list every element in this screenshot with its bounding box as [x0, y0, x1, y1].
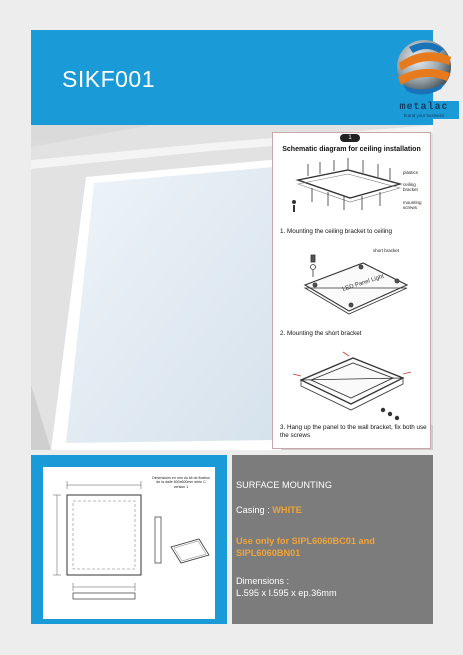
- header-banner: [31, 30, 449, 125]
- dimension-note: Dimensions en mm du kit de fixation de la dalle 600x600mm série C version 1: [152, 476, 210, 489]
- compatibility-note: Use only for SIPL6060BC01 and SIPL6060BN01: [236, 536, 375, 558]
- installation-schematic: [272, 132, 431, 449]
- label-short-bracket: short bracket: [373, 248, 400, 253]
- dimensions-label: Dimensions :: [236, 576, 290, 586]
- casing-value: WHITE: [272, 505, 302, 515]
- casing-label: Casing :: [236, 505, 273, 515]
- step-1-text: 1. Mounting the ceiling bracket to ceiling: [280, 228, 393, 235]
- product-title: SIKF001: [62, 66, 155, 92]
- label-ceiling-bracket: ceiling bracket: [403, 182, 418, 192]
- casing-line: [236, 505, 302, 517]
- label-plastics: plastics: [403, 170, 419, 175]
- step-badge: [340, 134, 360, 142]
- step-badge-number: 1: [348, 135, 352, 141]
- step-2-text: 2. Mounting the short bracket: [280, 330, 362, 337]
- technical-drawing: [43, 467, 215, 619]
- mounting-heading: SURFACE MOUNTING: [236, 480, 332, 490]
- step-3-text: 3. Hang up the panel to the wall bracket, fix both use the screws: [280, 424, 427, 439]
- label-mounting-screws: mounting screws: [403, 200, 422, 210]
- dimension-drawing: [43, 467, 215, 619]
- brand-tagline: brand your business: [403, 113, 445, 118]
- dimensions-value: L.595 x l.595 x ep.36mm: [236, 588, 337, 598]
- schematic-title: Schematic diagram for ceiling installation: [282, 146, 421, 153]
- short-bracket-diagram: [293, 245, 413, 325]
- led-panel-label: LED Panel Light: [341, 273, 385, 293]
- hang-panel-diagram: [291, 348, 413, 423]
- brand-logo: [389, 33, 459, 121]
- dimensions-section: [31, 455, 227, 624]
- ceiling-bracket-diagram: [288, 158, 408, 218]
- brand-name: metalac: [399, 102, 449, 113]
- specs-panel: [232, 455, 433, 624]
